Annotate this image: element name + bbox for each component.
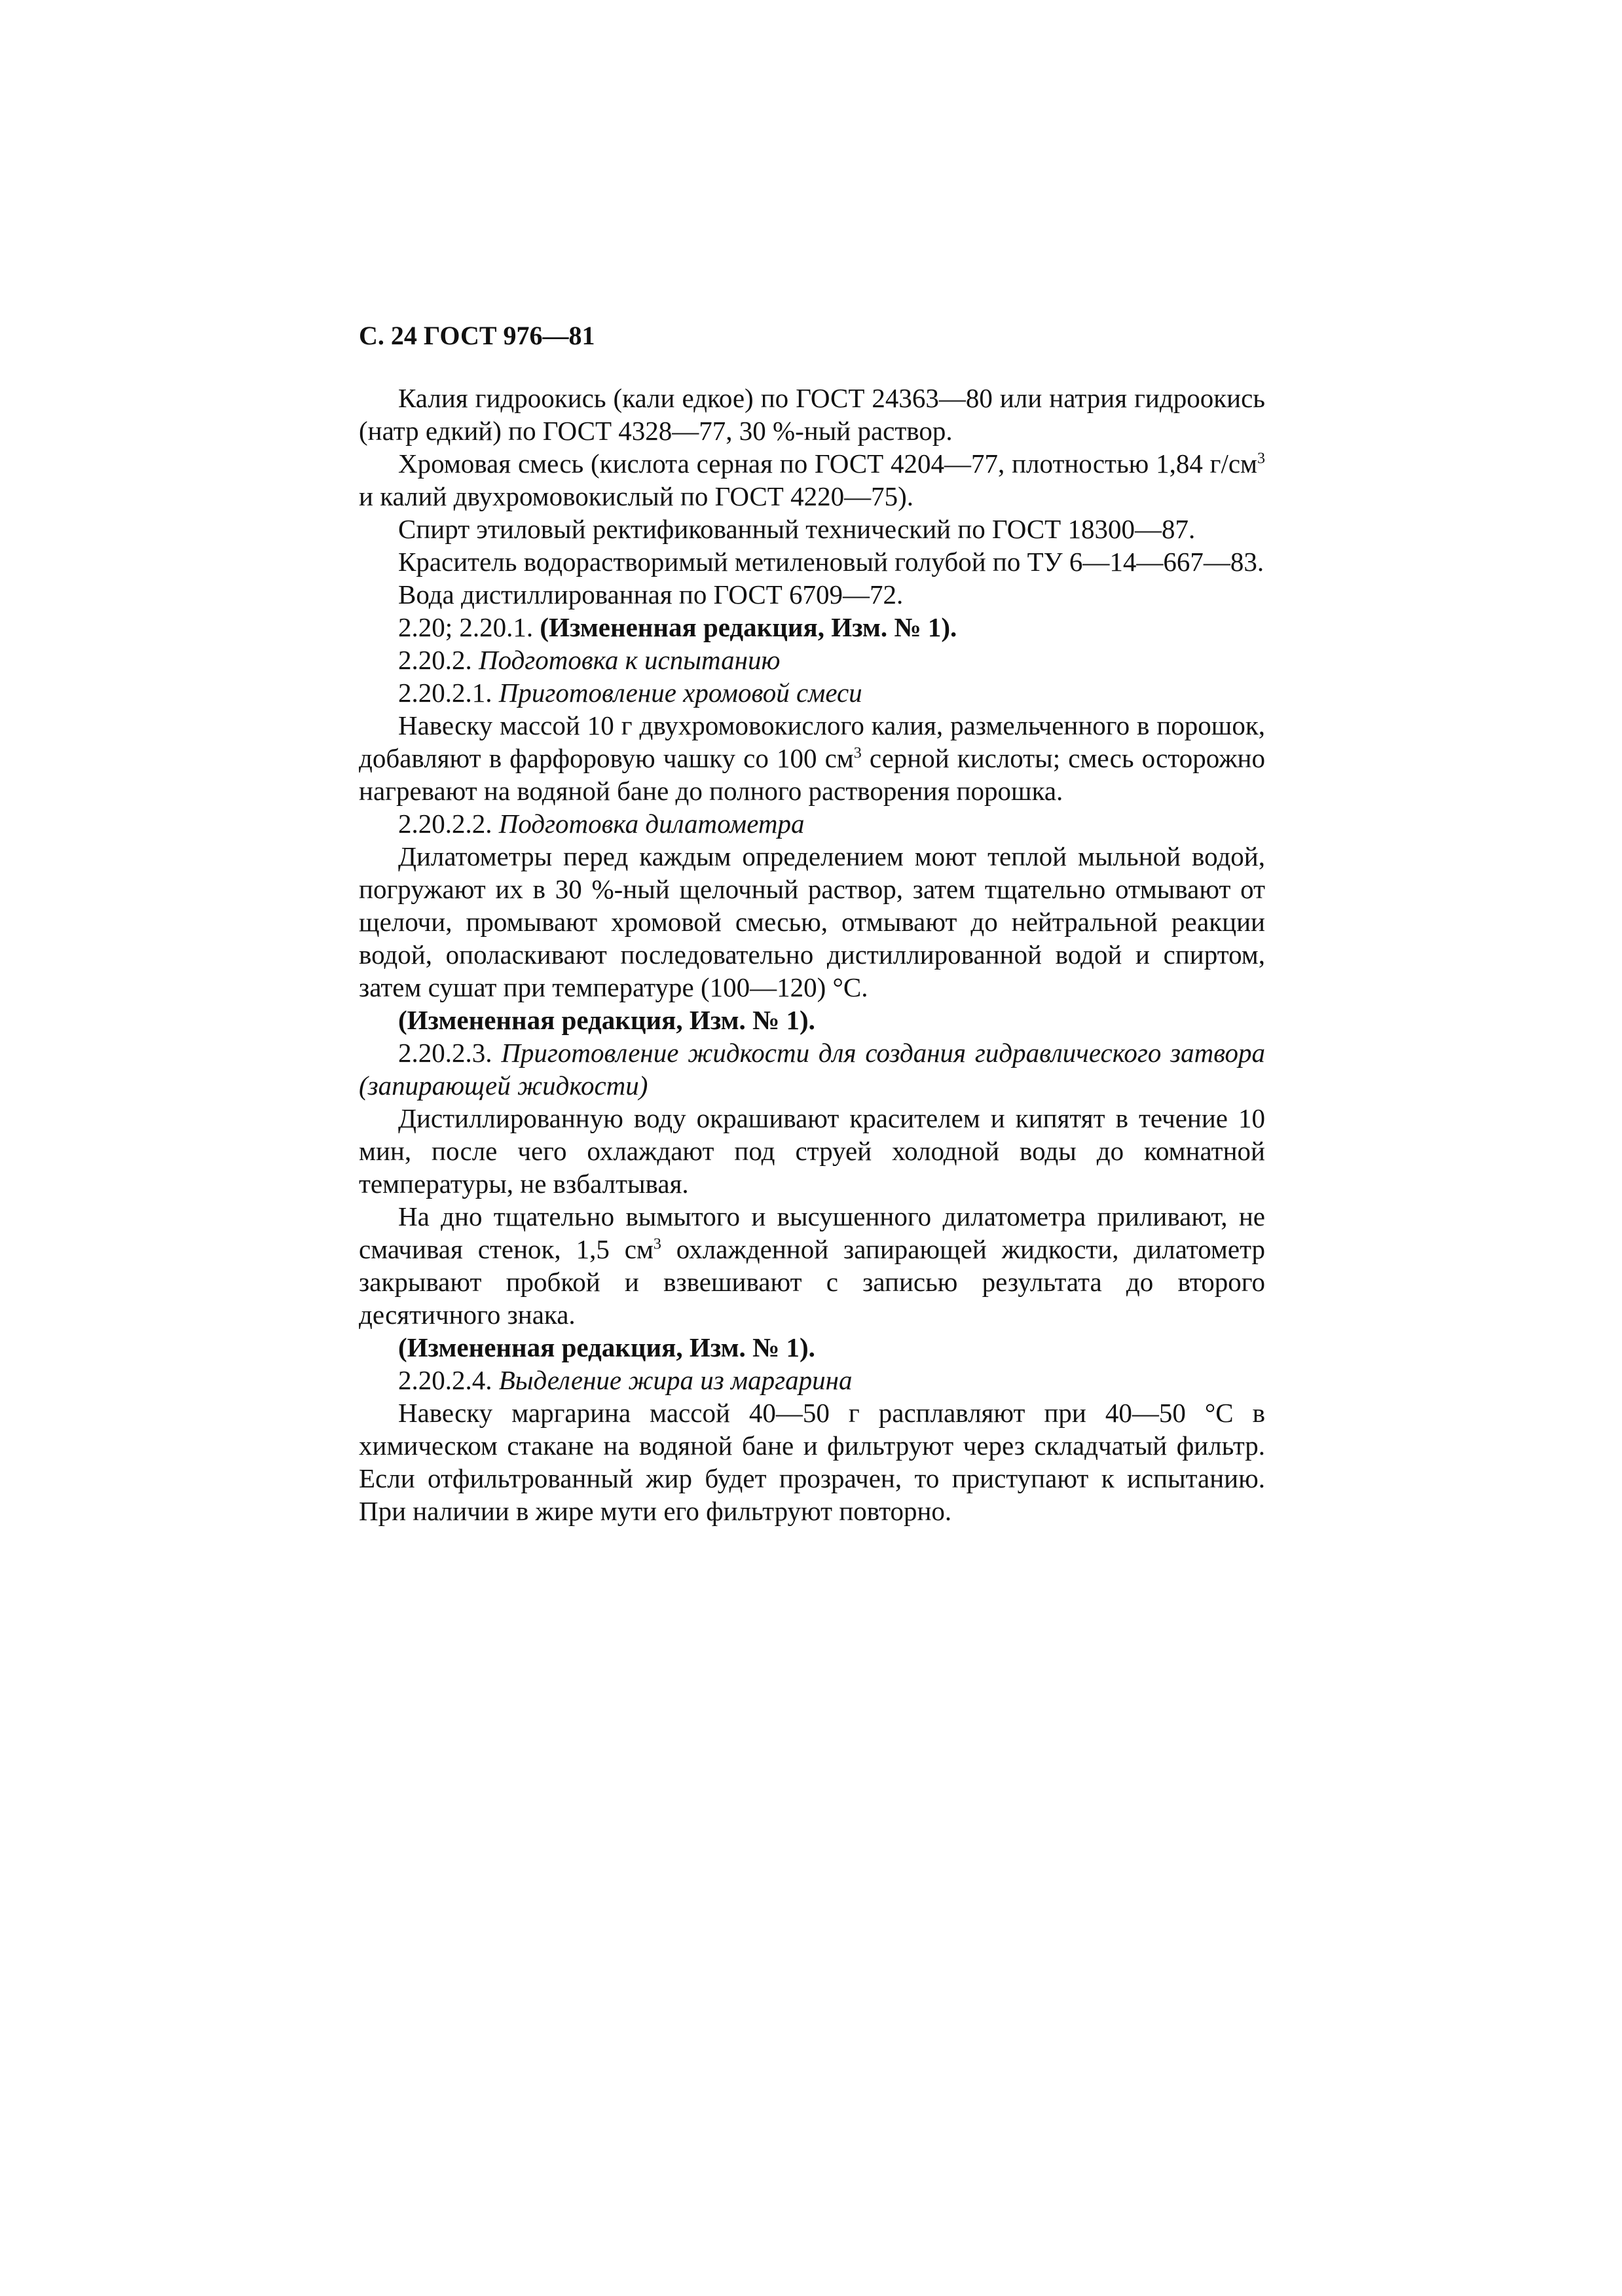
page-header: С. 24 ГОСТ 976—81 [359, 321, 595, 350]
section-heading-2-20-2-2 [359, 807, 1265, 840]
superscript: 3 [1257, 450, 1265, 467]
paragraph-distilled-water: Вода дистиллированная по ГОСТ 6709—72. [398, 579, 904, 610]
paragraph-margarine-fat: Навеску маргарина массой 40—50 г расплавляют при 40—50 °С в химическом стакане на водяной бане и фильтруют через складчатый фильтр. Если отфильтрованный жир будет прозрачен, то приступают к испытанию. При наличии в жире мути его фильтруют повторно. [359, 1398, 1265, 1526]
text-segment: Хромовая смесь (кислота серная по ГОСТ 4204—77, плотностью 1,84 г/см [398, 448, 1257, 479]
section-number: 2.20; 2.20.1. [398, 612, 540, 642]
revision-note: (Измененная редакция, Изм. № 1). [398, 1332, 815, 1362]
superscript: 3 [853, 744, 862, 762]
paragraph-dilatometer-prep: Дилатометры перед каждым определением моют теплой мыльной водой, погружают их в 30 %-ный щелочный раствор, затем тщательно отмывают от щелочи, промывают хромовой смесью, отмывают до нейтральной реакции водой, ополаскивают последовательно дистиллированной водой и спиртом, затем сушат при температуре (100—120) °С. [359, 841, 1265, 1002]
text-segment: и калий двухромовокислый по ГОСТ 4220—75). [359, 481, 913, 511]
section-heading-2-20-2 [359, 644, 1265, 676]
section-number: 2.20.2.2. [398, 809, 499, 839]
section-heading-2-20-2-1 [359, 676, 1265, 709]
section-number: 2.20.2.1. [398, 678, 499, 708]
section-title: Приготовление хромовой смеси [498, 678, 862, 708]
text-segment: серной кислоты; смесь осторожно нагревают на водяной бане до полного растворения порошка. [359, 743, 1265, 806]
paragraph-chromic-mixture [359, 447, 1265, 513]
paragraph-chromic-mixture-prep [359, 709, 1265, 807]
section-number: 2.20.2. [398, 645, 479, 675]
paragraph-section-2-20 [359, 611, 1265, 644]
section-title: Выделение жира из маргарина [498, 1365, 853, 1395]
section-heading-2-20-2-4 [359, 1364, 1265, 1396]
section-number: 2.20.2.4. [398, 1365, 499, 1395]
section-title: Подготовка дилатометра [498, 809, 805, 839]
paragraph-dye: Краситель водорастворимый метиленовый голубой по ТУ 6—14—667—83. [398, 547, 1264, 577]
paragraph-distilled-water-dye: Дистиллированную воду окрашивают красителем и кипятят в течение 10 мин, после чего охлаждают под струей холодной воды до комнатной температуры, не взбалтывая. [359, 1103, 1265, 1199]
paragraph-potassium-hydroxide: Калия гидроокись (кали едкое) по ГОСТ 24363—80 или натрия гидроокись (натр едкий) по ГОСТ 4328—77, 30 %-ный раствор. [359, 383, 1265, 446]
text-segment: На дно тщательно вымытого и высушенного дилатометра приливают, не смачивая стенок, 1,5 см [359, 1201, 1265, 1264]
revision-note: (Измененная редакция, Изм. № 1). [540, 612, 957, 642]
document-body [359, 382, 1265, 1527]
paragraph-sealing-liquid [359, 1200, 1265, 1331]
superscript: 3 [653, 1235, 661, 1253]
section-heading-2-20-2-3 [359, 1036, 1265, 1102]
text-segment: охлажденной запирающей жидкости, дилатометр закрывают пробкой и взвешивают с записью результата до второго десятичного знака. [359, 1234, 1265, 1330]
section-title: Приготовление жидкости для создания гидравлического затвора (запирающей жидкости) [359, 1038, 1265, 1101]
section-title: Подготовка к испытанию [479, 645, 781, 675]
section-number: 2.20.2.3. [398, 1038, 502, 1068]
paragraph-ethyl-alcohol: Спирт этиловый ректификованный технический по ГОСТ 18300—87. [398, 514, 1196, 544]
revision-note: (Измененная редакция, Изм. № 1). [398, 1005, 815, 1035]
text-segment: Навеску массой 10 г двухромовокислого калия, размельченного в порошок, добавляют в фарфоровую чашку со 100 см [359, 710, 1265, 773]
